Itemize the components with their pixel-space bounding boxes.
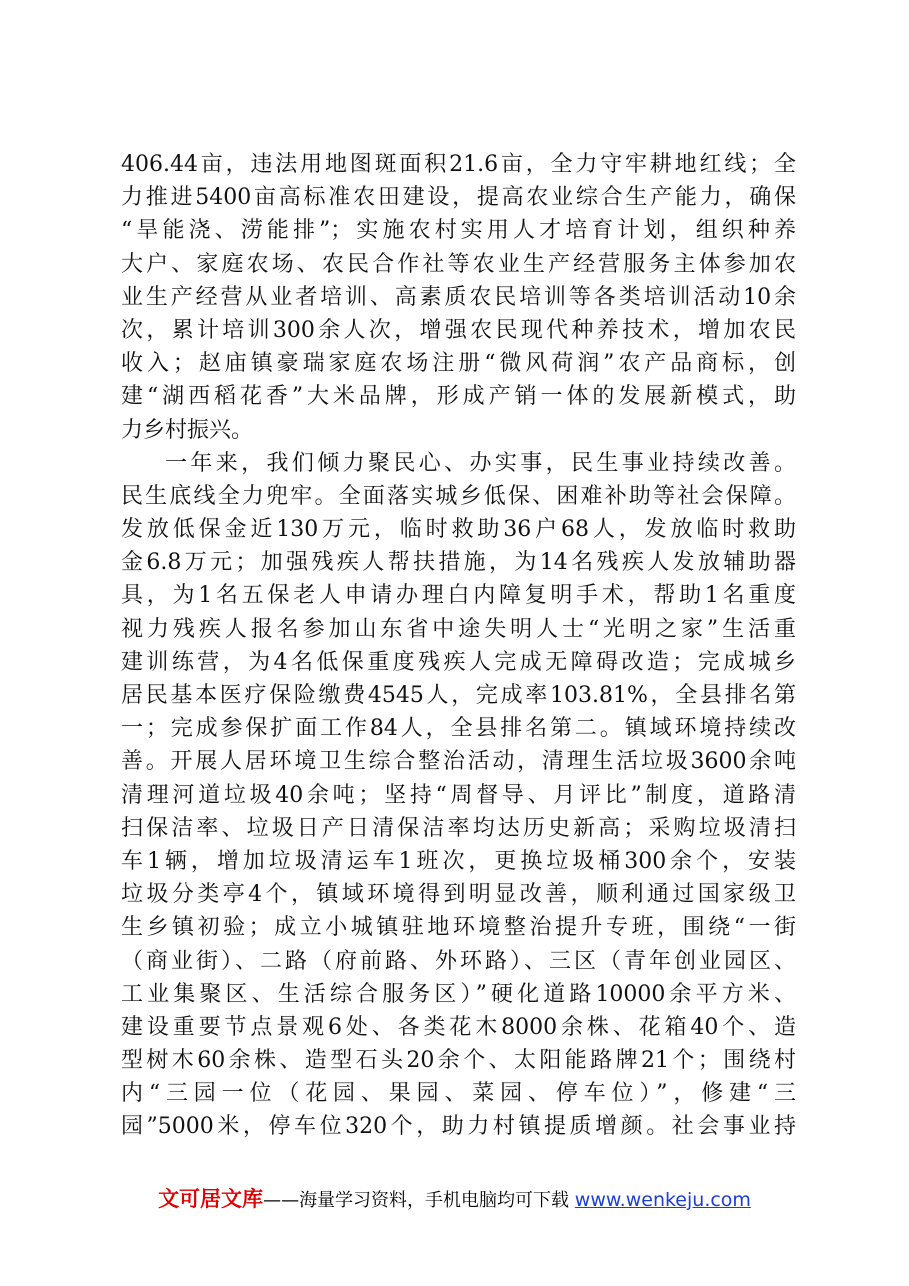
text-line: 406.44亩，违法用地图斑面积21.6亩，全力守牢耕地红线；全 bbox=[121, 152, 796, 177]
document-body bbox=[121, 148, 796, 1144]
text-line: 次，累计培训300余人次，增强农民现代种养技术，增加农民 bbox=[121, 317, 796, 343]
text-line: 民生底线全力兜牢。全面落实城乡低保、困难补助等社会保障。 bbox=[121, 483, 796, 509]
text-line: 建“湖西稻花香”大米品牌，形成产销一体的发展新模式，助 bbox=[121, 384, 796, 410]
text-line: 力乡村振兴。 bbox=[121, 417, 254, 443]
text-line: 垃圾分类亭4个，镇域环境得到明显改善，顺利通过国家级卫 bbox=[121, 882, 796, 908]
text-line: （商业街）、二路（府前路、外环路）、三区（青年创业园区、 bbox=[121, 948, 796, 974]
text-line: 清理河道垃圾40余吨；坚持“周督导、月评比”制度，道路清 bbox=[121, 782, 796, 808]
text-line: 业生产经营从业者培训、高素质农民培训等各类培训活动10余 bbox=[121, 284, 796, 310]
text-line: “旱能浇、涝能排”；实施农村实用人才培育计划，组织种养 bbox=[121, 218, 796, 244]
text-line: 收入；赵庙镇豪瑞家庭农场注册“微风荷润”农产品商标，创 bbox=[121, 351, 796, 377]
text-line: 善。开展人居环境卫生综合整治活动，清理生活垃圾3600余吨 bbox=[121, 749, 796, 775]
text-line: 一；完成参保扩面工作84人，全县排名第二。镇域环境持续改 bbox=[121, 716, 796, 742]
paragraph-start-line: 一年来，我们倾力聚民心、办实事，民生事业持续改善。 bbox=[165, 450, 796, 476]
footer-brand: 文可居文库 bbox=[158, 1187, 264, 1211]
text-line: 视力残疾人报名参加山东省中途失明人士“光明之家”生活重 bbox=[121, 616, 796, 642]
text-line: 大户、家庭农场、农民合作社等农业生产经营服务主体参加农 bbox=[121, 251, 796, 277]
text-line: 内“三园一位（花园、果园、菜园、停车位）”，修建“三 bbox=[121, 1081, 796, 1107]
text-line: 居民基本医疗保险缴费4545人，完成率103.81%，全县排名第 bbox=[121, 683, 796, 708]
text-line: 园”5000米，停车位320个，助力村镇提质增颜。社会事业持 bbox=[121, 1114, 796, 1140]
footer-website-link[interactable]: www.wenkeju.com bbox=[574, 1189, 751, 1211]
text-line: 具，为1名五保老人申请办理白内障复明手术，帮助1名重度 bbox=[121, 583, 796, 609]
text-line: 建训练营，为4名低保重度残疾人完成无障碍改造；完成城乡 bbox=[121, 649, 796, 675]
text-line: 建设重要节点景观6处、各类花木8000余株、花箱40个、造 bbox=[121, 1014, 796, 1040]
text-line: 力推进5400亩高标准农田建设，提高农业综合生产能力，确保 bbox=[121, 185, 796, 211]
footer-slogan: ——海量学习资料，手机电脑均可下载 bbox=[263, 1190, 570, 1211]
text-line: 发放低保金近130万元，临时救助36户68人，发放临时救助 bbox=[121, 517, 796, 543]
text-line: 工业集聚区、生活综合服务区）”硬化道路10000余平方米、 bbox=[121, 981, 796, 1007]
text-line: 扫保洁率、垃圾日产日清保洁率均达历史新高；采购垃圾清扫 bbox=[121, 815, 796, 841]
text-line: 金6.8万元；加强残疾人帮扶措施，为14名残疾人发放辅助器 bbox=[121, 550, 796, 576]
text-line: 车1辆，增加垃圾清运车1班次，更换垃圾桶300余个，安装 bbox=[121, 848, 796, 874]
footer-banner bbox=[0, 1183, 909, 1213]
text-line: 生乡镇初验；成立小城镇驻地环境整治提升专班，围绕“一街 bbox=[121, 915, 796, 941]
text-line: 型树木60余株、造型石头20余个、太阳能路牌21个；围绕村 bbox=[121, 1048, 796, 1074]
